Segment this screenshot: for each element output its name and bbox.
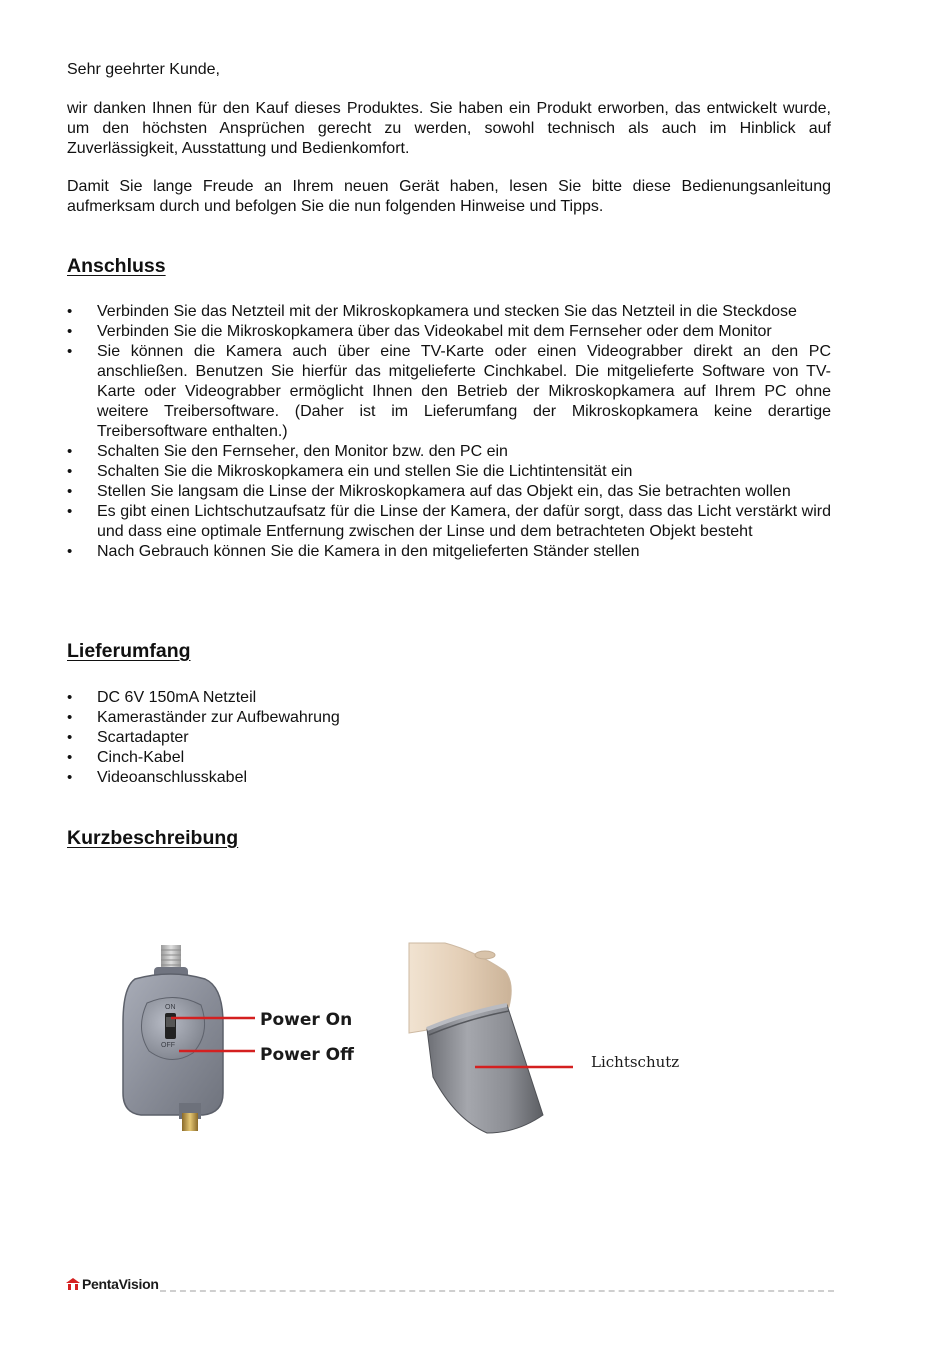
heading-kurzbeschreibung: Kurzbeschreibung: [67, 827, 239, 849]
list-item: • Kameraständer zur Aufbewahrung: [67, 708, 831, 728]
list-item: • Sie können die Kamera auch über eine TV-Karte oder einen Videograbber direkt an den PC anschließen. Benutzen Sie hierfür das mitgelieferte Cinchkabel. Die mitgelieferte Software von TV-Karte oder Videograbber ermöglicht Ihnen den Betrieb der Mikroskopkamera auf Ihrem PC ohne weitere Treibersoftware. (Daher ist im Lieferumfang der Mikroskopkamera keine derartige Treibersoftware enthalten.): [67, 342, 831, 442]
list-item: • Videoanschlusskabel: [67, 768, 831, 788]
salutation: Sehr geehrter Kunde,: [67, 61, 220, 78]
list-item: • Schalten Sie den Fernseher, den Monitor bzw. den PC ein: [67, 442, 831, 462]
list-item: • Stellen Sie langsam die Linse der Mikroskopkamera auf das Objekt ein, das Sie betrachten wollen: [67, 482, 831, 502]
list-item: • Schalten Sie die Mikroskopkamera ein und stellen Sie die Lichtintensität ein: [67, 462, 831, 482]
lichtschutz-label: Lichtschutz: [591, 1053, 680, 1071]
list-item: • Verbinden Sie die Mikroskopkamera über das Videokabel mit dem Fernseher oder dem Monitor: [67, 322, 831, 342]
heading-lieferumfang: Lieferumfang: [67, 640, 191, 662]
lens-illustration: [405, 943, 680, 1143]
list-item: • Es gibt einen Lichtschutzaufsatz für die Linse der Kamera, der dafür sorgt, dass das Licht verstärkt wird und dass eine optimale Entfernung zwischen der Linse und dem betrachteten Objekt besteht: [67, 502, 831, 542]
list-item: • DC 6V 150mA Netzteil: [67, 688, 831, 708]
intro-paragraph-2: Damit Sie lange Freude an Ihrem neuen Gerät haben, lesen Sie bitte diese Bedienungsanleitung aufmerksam durch und befolgen Sie die nun folgenden Hinweise und Tipps.: [67, 178, 831, 215]
footer-divider: [160, 1290, 834, 1292]
footer-brand: PentaVision: [82, 1276, 159, 1292]
power-switch-figure: [105, 943, 365, 1143]
lieferumfang-list: [67, 688, 831, 788]
list-item: • Verbinden Sie das Netzteil mit der Mikroskopkamera und stecken Sie das Netzteil in die Steckdose: [67, 302, 831, 322]
power-off-label: Power Off: [260, 1045, 354, 1065]
heading-anschluss: Anschluss: [67, 255, 166, 277]
power-switch-illustration: [105, 943, 365, 1143]
switch-off-tag: OFF: [161, 1042, 175, 1049]
list-item: • Cinch-Kabel: [67, 748, 831, 768]
lens-figure: [405, 943, 680, 1143]
pentavision-logo-icon: [66, 1278, 80, 1290]
intro-paragraph-1: wir danken Ihnen für den Kauf dieses Produktes. Sie haben ein Produkt erworben, das entwickelt wurde, um den höchsten Ansprüchen gerecht zu werden, sowohl technisch als auch im Hinblick auf Zuverlässigkeit, Ausstattung und Bedienkomfort.: [67, 100, 831, 157]
list-item: • Nach Gebrauch können Sie die Kamera in den mitgelieferten Ständer stellen: [67, 542, 831, 562]
anschluss-list: [67, 302, 831, 562]
power-on-label: Power On: [260, 1010, 353, 1030]
switch-on-tag: ON: [165, 1004, 176, 1011]
footer-logo: [66, 1276, 159, 1292]
list-item: • Scartadapter: [67, 728, 831, 748]
